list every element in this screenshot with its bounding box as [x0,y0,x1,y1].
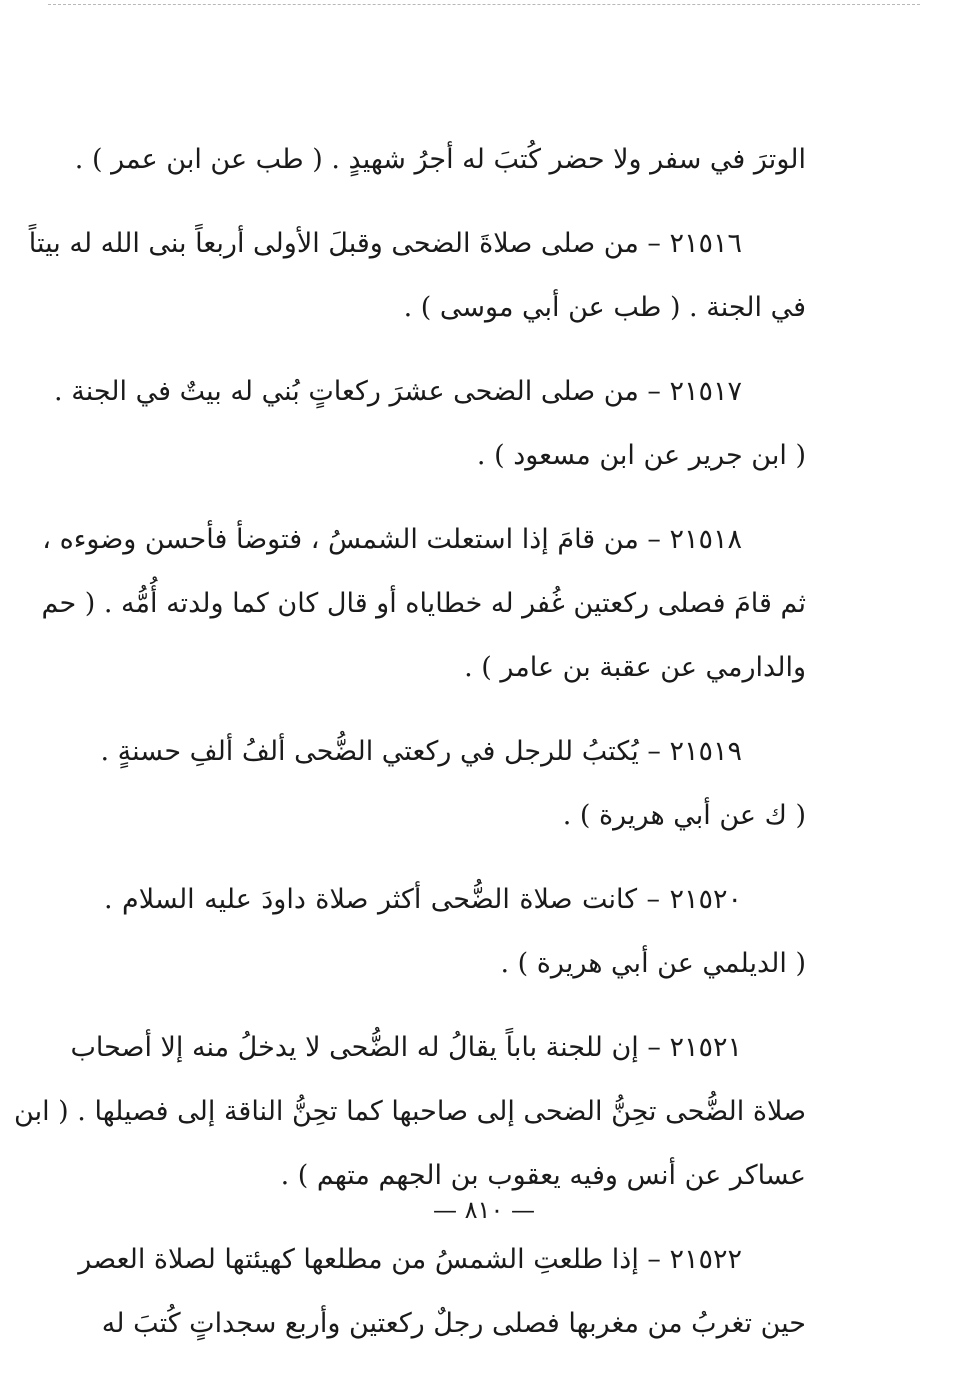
hadith-21519-line-1: ٢١٥١٩ – يُكتبُ للرجل في ركعتي الضُّحى ألفُ ألفِ حسنةٍ . [100,736,742,767]
hadith-21522-line-2: حين تغربُ من مغربها فصلى رجلٌ ركعتين وأربع سجداتٍ كُتبَ له [101,1308,806,1339]
paragraph-gap [104,488,806,508]
hadith-21518-line-2: ثم قامَ فصلى ركعتين غُفر له خطاياه أو قال كان كما ولدته أُمُّه . ( حم [41,588,806,619]
paragraph-gap [104,340,806,360]
paragraph-gap [104,996,806,1016]
paragraph-gap [104,700,806,720]
hadith-21517-line-1: ٢١٥١٧ – من صلى الضحى عشرَ ركعاتٍ بُني له بيتٌ في الجنة . [54,376,742,407]
hadith-21519-line-2: ( ك عن أبي هريرة ) . [562,800,806,831]
page-number: — ٨١٠ — [433,1196,535,1224]
hadith-21518-line-1: ٢١٥١٨ – من قامَ إذا استعلت الشمسُ ، فتوضأ فأحسن وضوءه ، [42,524,742,555]
hadith-21516-line-2: في الجنة . ( طب عن أبي موسى ) . [403,292,806,323]
hadith-21518-line-3: والدارمي عن عقبة بن عامر ) . [464,652,806,683]
text-line: الوترَ في سفر ولا حضر كُتبَ له أجرُ شهيدٍ . ( طب عن ابن عمر ) . [74,144,806,175]
top-rule [48,4,920,5]
hadith-21521-line-1: ٢١٥٢١ – إن للجنة باباً يقالُ له الضُّحى لا يدخلُ منه إلا أصحاب [70,1032,742,1063]
hadith-21522-line-1: ٢١٥٢٢ – إذا طلعتِ الشمسُ من مطلعها كهيئتها لصلاة العصر [78,1244,742,1275]
hadith-21516-line-1: ٢١٥١٦ – من صلى صلاةَ الضحى وقبلَ الأولى أربعاً بنى الله له بيتاً [28,228,742,259]
hadith-21520-line-1: ٢١٥٢٠ – كانت صلاة الضُّحى أكثر صلاة داودَ عليه السلام . [104,884,742,915]
hadith-21521-line-3: عساكر عن أنس وفيه يعقوب بن الجهم متهم ) . [280,1160,806,1191]
hadith-21517-line-2: ( ابن جرير عن ابن مسعود ) . [476,440,806,471]
page-body [14,128,806,1356]
paragraph-gap [104,848,806,868]
hadith-21520-line-2: ( الديلمي عن أبي هريرة ) . [500,948,806,979]
hadith-21521-line-2: صلاة الضُّحى تحِنُّ الضحى إلى صاحبها كما تحِنُّ الناقة إلى فصيلها . ( ابن [14,1096,806,1127]
paragraph-gap [104,192,806,212]
